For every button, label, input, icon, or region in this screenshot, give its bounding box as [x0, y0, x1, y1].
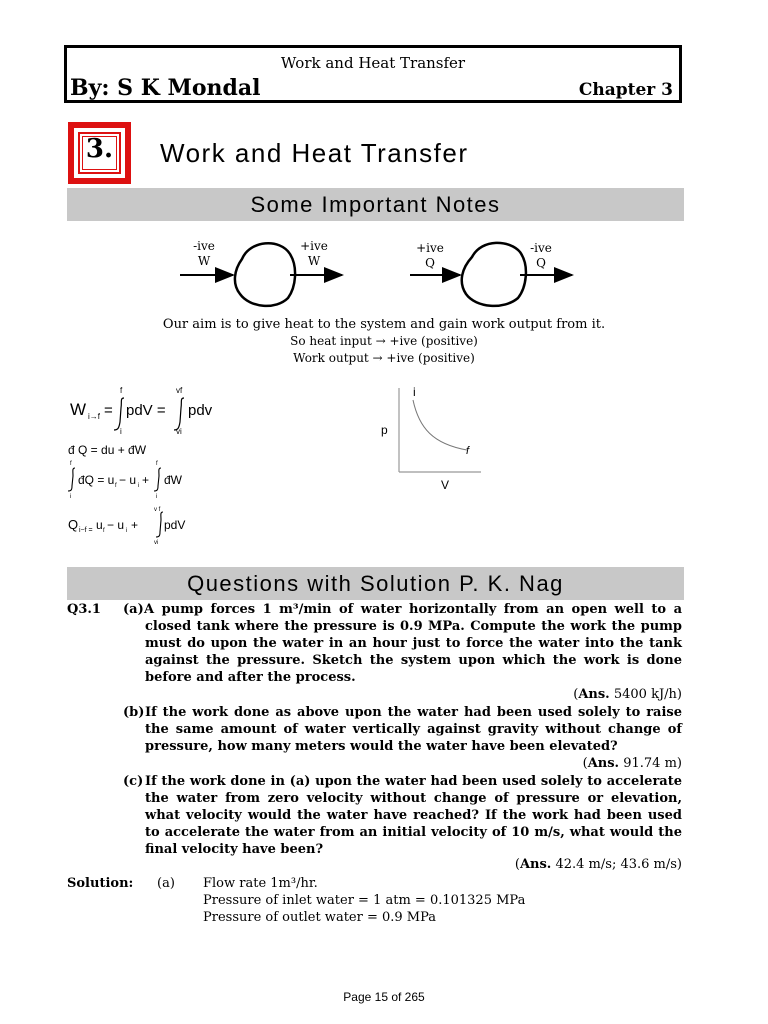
pv-i-label: i: [413, 385, 416, 399]
question-b-answer: (Ans. 91.74 m): [582, 756, 682, 771]
diagram1-left-label: -ive W: [193, 239, 215, 268]
chapter-title: Work and Heat Transfer: [160, 138, 469, 168]
svg-text:đ Q = du + đW: đ Q = du + đW: [68, 443, 147, 457]
system-boundary-1: [235, 243, 295, 306]
svg-text:đQ = u: đQ = u: [78, 473, 115, 487]
svg-text:+: +: [142, 473, 150, 487]
svg-text:+: +: [131, 518, 139, 532]
svg-text:i: i: [120, 427, 122, 436]
svg-text:vi: vi: [176, 427, 182, 436]
svg-text:f: f: [115, 483, 117, 489]
svg-text:vf: vf: [176, 386, 183, 395]
svg-text:− u: − u: [119, 473, 137, 487]
notes-heading: Some Important Notes: [67, 188, 684, 221]
question-b-text: If the work done as above upon the water had been used solely to raise the same amount of water vertically against gravity without change of pressure, how many meters would the water have been elevated?: [145, 705, 682, 754]
svg-text:i→f: i→f: [88, 412, 100, 421]
page-footer: Page 15 of 265: [343, 990, 425, 1004]
header-chapter: Chapter 3: [578, 80, 673, 100]
svg-text:v f: v f: [154, 507, 161, 513]
solution-line-3: Pressure of outlet water = 0.9 MPa: [203, 910, 437, 925]
svg-text:pdV =: pdV =: [126, 402, 166, 419]
question-c-tag: (c): [123, 774, 144, 789]
question-a-tag: (a): [123, 602, 144, 617]
svg-text:i: i: [138, 483, 140, 489]
svg-text:i: i: [126, 528, 128, 534]
solution-part: (a): [157, 876, 175, 891]
question-b-tag: (b): [123, 705, 145, 720]
pv-p-label: p: [381, 423, 388, 437]
heat-input-text: So heat input → +ive (positive): [290, 334, 478, 348]
diagram1-right-label: +ive W: [300, 239, 328, 268]
solution-line-2: Pressure of inlet water = 1 atm = 0.101325 MPa: [203, 893, 526, 908]
chapter-number: 3.: [85, 134, 114, 164]
aim-text: Our aim is to give heat to the system and gain work output from it.: [162, 317, 606, 332]
svg-text:i: i: [156, 494, 158, 500]
question-c-text: If the work done in (a) upon the water had been used solely to accelerate the water from zero velocity without change of pressure or elevation, what velocity would the water have reached? If the work had been used to accelerate the water from an initial velocity of 10 m/s, what would the final velocity have been?: [145, 774, 682, 857]
solution-label: Solution:: [67, 876, 134, 891]
header-title: Work and Heat Transfer: [280, 54, 466, 72]
svg-text:=: =: [104, 402, 113, 419]
svg-text:i−f =: i−f =: [79, 527, 93, 534]
work-heat-equations: [66, 384, 266, 554]
page-header: [64, 45, 682, 103]
svg-text:− u: − u: [107, 518, 125, 532]
svg-text:pdV: pdV: [164, 518, 186, 532]
svg-text:pdv: pdv: [188, 402, 213, 419]
solution-line-1: Flow rate 1m³/hr.: [203, 876, 318, 891]
question-id: Q3.1: [67, 602, 101, 617]
svg-text:i: i: [70, 494, 72, 500]
svg-text:f: f: [103, 528, 105, 534]
pv-f-label: f: [466, 445, 470, 457]
pv-v-label: V: [441, 478, 450, 492]
system-boundary-2: [462, 243, 526, 306]
pv-diagram: [375, 382, 485, 492]
svg-text:W: W: [70, 400, 87, 419]
diagram2-left-label: +ive Q: [416, 241, 444, 270]
questions-heading: Questions with Solution P. K. Nag: [67, 567, 684, 600]
question-c-answer: (Ans. 42.4 m/s; 43.6 m/s): [514, 857, 682, 872]
work-output-text: Work output → +ive (positive): [293, 351, 475, 365]
svg-text:vi: vi: [154, 540, 159, 546]
svg-text:đW: đW: [164, 473, 182, 487]
svg-text:Q: Q: [68, 517, 79, 532]
svg-text:f: f: [120, 386, 123, 395]
svg-text:f: f: [70, 461, 72, 467]
svg-text:f: f: [156, 461, 158, 467]
diagram2-right-label: -ive Q: [530, 241, 552, 270]
chapter-number-box: [68, 122, 131, 184]
header-author: By: S K Mondal: [70, 75, 261, 101]
svg-text:u: u: [96, 518, 103, 532]
question-a-answer: (Ans. 5400 kJ/h): [573, 687, 682, 702]
question-a-text: A pump forces 1 m³/min of water horizontally from an open well to a closed tank where the pressure is 0.9 MPa. Compute the work the pump must do upon the water in an hour just to force the water into the tank against the pressure. Sketch the system upon which the work is done before and after the process.: [144, 602, 682, 685]
